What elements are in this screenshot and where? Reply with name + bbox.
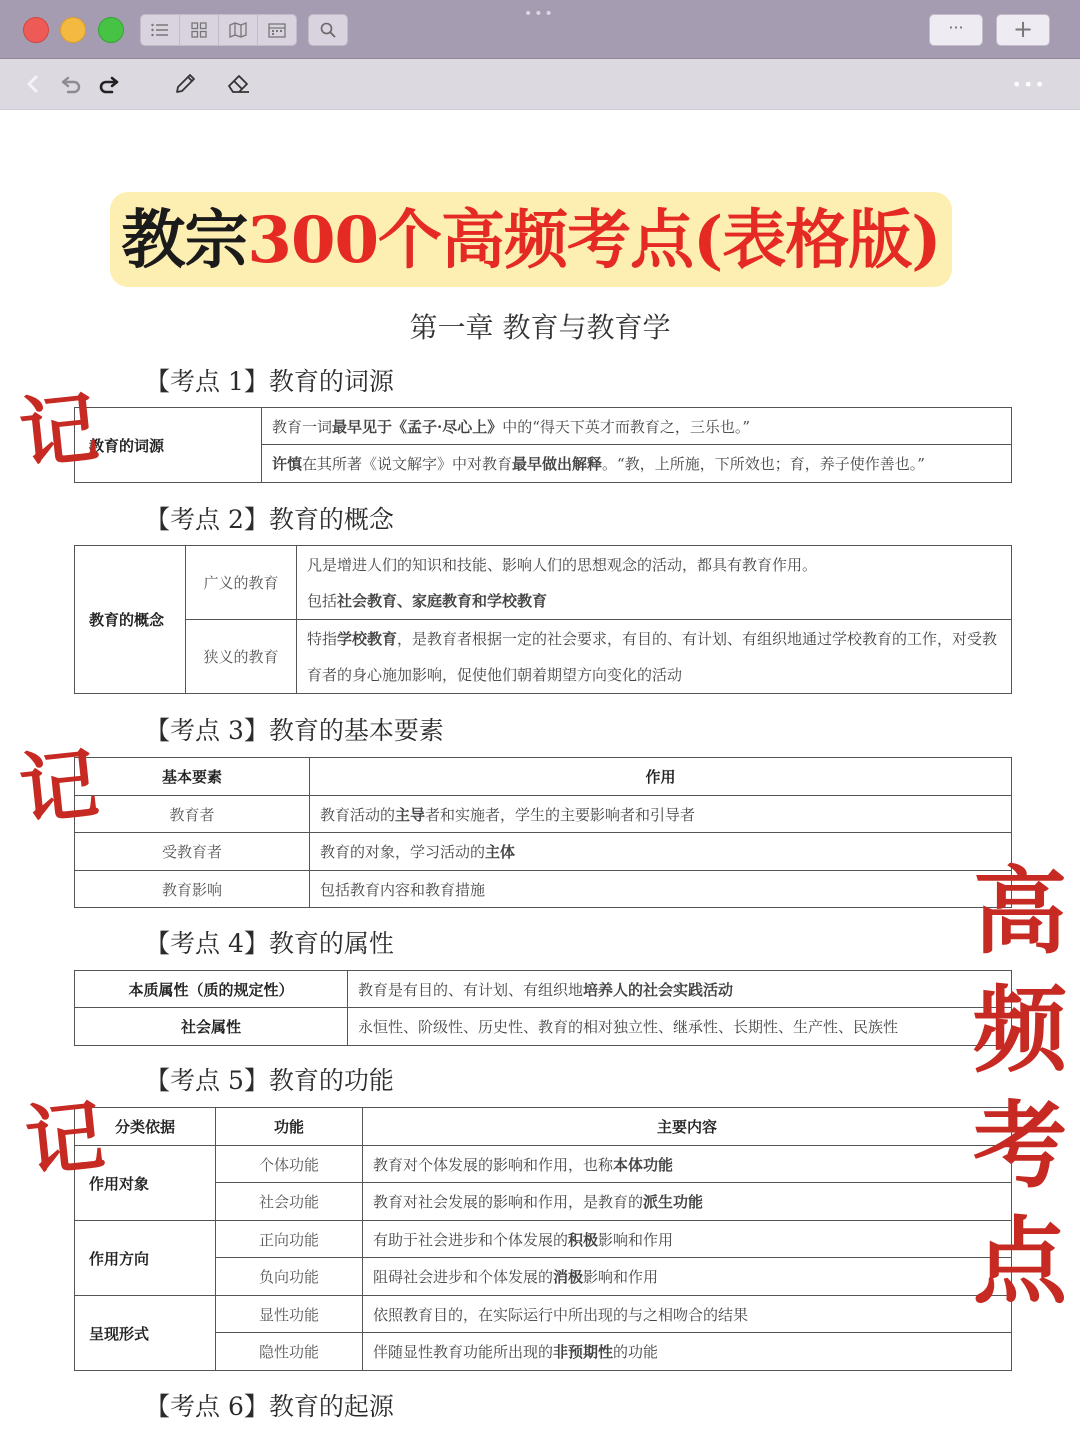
search-icon[interactable] <box>308 14 348 46</box>
table-row <box>75 1146 1012 1183</box>
title-part-1: 教宗 <box>121 203 248 278</box>
kp5-content: 阻碍社会进步和个体发展的消极影响和作用 <box>363 1258 1012 1296</box>
kp1-table <box>74 407 1012 483</box>
window-grab-handle: ••• <box>524 6 555 22</box>
kp5-content: 教育对社会发展的影响和作用，是教育的派生功能 <box>363 1183 1012 1221</box>
close-window-button[interactable] <box>23 17 49 43</box>
kp4-heading: 【考点 4】教育的属性 <box>145 929 394 958</box>
kp5-function: 显性功能 <box>216 1296 363 1333</box>
kp5-col-basis: 分类依据 <box>75 1108 216 1146</box>
kp3-table <box>74 757 1012 908</box>
kp3-row-name: 教育影响 <box>75 871 310 908</box>
kp2-table <box>74 545 1012 694</box>
kp3-row-name: 教育者 <box>75 796 310 833</box>
table-row <box>75 833 1012 871</box>
editor-toolbar <box>0 59 1080 110</box>
kp5-function: 隐性功能 <box>216 1333 363 1371</box>
pencil-icon[interactable] <box>170 69 200 99</box>
more-options-button[interactable]: ··· <box>929 14 983 46</box>
kp5-content: 伴随显性教育功能所出现的非预期性的功能 <box>363 1333 1012 1371</box>
side-annotation-char: 高 <box>972 857 1067 967</box>
kp3-col-role: 作用 <box>310 758 1012 796</box>
kp2-narrow-text: 特指学校教育，是教育者根据一定的社会要求，有目的、有计划、有组织地通过学校教育的工作，对受教育者的身心施加影响，促使他们朝着期望方向变化的活动 <box>297 620 1012 694</box>
kp2-narrow-label: 狭义的教育 <box>186 620 297 694</box>
kp5-function: 正向功能 <box>216 1221 363 1258</box>
kp3-row-text: 教育的对象，学习活动的主体 <box>310 833 1012 871</box>
kp5-content: 有助于社会进步和个体发展的积极影响和作用 <box>363 1221 1012 1258</box>
table-row <box>75 1258 1012 1296</box>
chapter-heading: 第一章 教育与教育学 <box>409 311 671 344</box>
kp3-col-elements: 基本要素 <box>75 758 310 796</box>
view-mode-segmented-control <box>140 14 297 46</box>
add-button[interactable]: + <box>996 14 1050 46</box>
kp5-function: 社会功能 <box>216 1183 363 1221</box>
table-row <box>75 1183 1012 1221</box>
kp2-heading: 【考点 2】教育的概念 <box>145 505 394 534</box>
kp5-table <box>74 1107 1012 1371</box>
back-arrow-icon[interactable] <box>18 69 48 99</box>
kp5-group-label: 呈现形式 <box>75 1296 216 1371</box>
list-view-icon[interactable] <box>141 15 180 45</box>
kp5-group-label: 作用方向 <box>75 1221 216 1296</box>
kp5-col-content: 主要内容 <box>363 1108 1012 1146</box>
table-row <box>75 1221 1012 1258</box>
kp1-row1: 教育一词最早见于《孟子·尽心上》中的“得天下英才而教育之，三乐也。” <box>262 408 1012 445</box>
kp3-row-text: 包括教育内容和教育措施 <box>310 871 1012 908</box>
kp3-row-name: 受教育者 <box>75 833 310 871</box>
kp5-col-function: 功能 <box>216 1108 363 1146</box>
kp5-function: 负向功能 <box>216 1258 363 1296</box>
kp6-heading: 【考点 6】教育的起源 <box>145 1392 394 1421</box>
kp1-row2: 许慎在其所著《说文解字》中对教育最早做出解释。“教，上所施，下所效也；育，养子使作善也。” <box>262 445 1012 483</box>
table-row <box>75 1296 1012 1333</box>
annotation-ji-3: 记 <box>21 1090 109 1189</box>
table-row <box>75 871 1012 908</box>
window-titlebar <box>0 0 1080 59</box>
grid-view-icon[interactable] <box>180 15 219 45</box>
annotation-ji-1: 记 <box>15 382 103 481</box>
kp2-broad-text: 凡是增进人们的知识和技能、影响人们的思想观念的活动，都具有教育作用。 包括社会教育、家庭教育和学校教育 <box>297 546 1012 620</box>
undo-icon[interactable] <box>56 69 86 99</box>
kp5-function: 个体功能 <box>216 1146 363 1183</box>
kp4-essential-text: 教育是有目的、有计划、有组织地培养人的社会实践活动 <box>348 971 1012 1008</box>
kp5-heading: 【考点 5】教育的功能 <box>145 1066 394 1095</box>
kp2-broad-label: 广义的教育 <box>186 546 297 620</box>
kp4-social-label: 社会属性 <box>75 1008 348 1046</box>
page-title <box>110 196 952 286</box>
kp4-essential-label: 本质属性（质的规定性） <box>75 971 348 1008</box>
minimize-window-button[interactable] <box>60 17 86 43</box>
kp3-heading: 【考点 3】教育的基本要素 <box>145 716 444 745</box>
eraser-icon[interactable] <box>224 69 254 99</box>
kp1-heading: 【考点 1】教育的词源 <box>145 367 394 396</box>
kp2-label: 教育的概念 <box>75 546 186 694</box>
title-part-2: 300个高频考点(表格版) <box>247 203 941 278</box>
kp5-group-label: 作用对象 <box>75 1146 216 1221</box>
kp4-table <box>74 970 1012 1046</box>
side-annotation-char: 频 <box>972 975 1067 1085</box>
table-row <box>75 796 1012 833</box>
map-view-icon[interactable] <box>219 15 258 45</box>
kp5-content: 依照教育目的，在实际运行中所出现的与之相吻合的结果 <box>363 1296 1012 1333</box>
table-row <box>75 1333 1012 1371</box>
overflow-menu-button[interactable]: ••• <box>1012 75 1047 94</box>
redo-icon[interactable] <box>94 69 124 99</box>
kp3-row-text: 教育活动的主导者和实施者，学生的主要影响者和引导者 <box>310 796 1012 833</box>
zoom-window-button[interactable] <box>98 17 124 43</box>
side-annotation-char: 点 <box>972 1207 1067 1317</box>
annotation-ji-2: 记 <box>15 738 103 837</box>
kp5-content: 教育对个体发展的影响和作用，也称本体功能 <box>363 1146 1012 1183</box>
calendar-view-icon[interactable] <box>258 15 296 45</box>
kp1-label: 教育的词源 <box>75 408 262 483</box>
kp4-social-text: 永恒性、阶级性、历史性、教育的相对独立性、继承性、长期性、生产性、民族性 <box>348 1008 1012 1046</box>
side-annotation-char: 考 <box>972 1091 1067 1201</box>
